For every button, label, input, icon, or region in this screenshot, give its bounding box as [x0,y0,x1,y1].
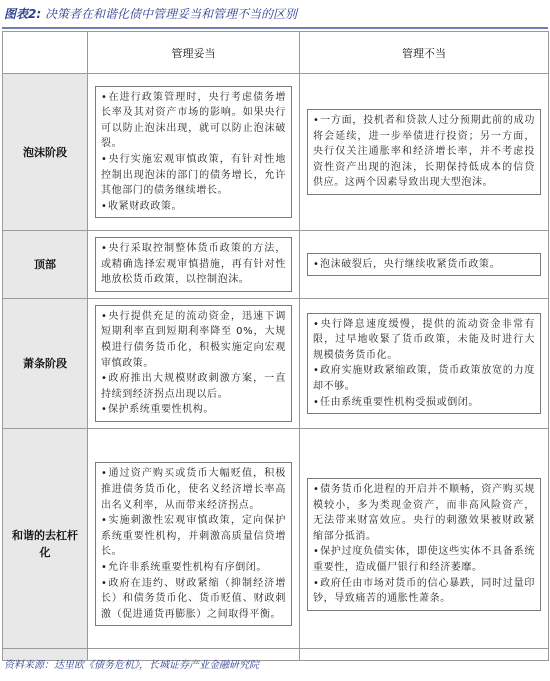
bullet-item: •央行提供充足的流动资金，迅速下调短期利率直到短期利率降至 0%，大规模进行债务货币化，积极实施定向宏观审慎政策。 [101,310,286,369]
stage-cell: 泡沫阶段 [3,74,88,231]
bullet-icon: • [313,546,320,558]
figure-label: 图表2: [4,7,42,21]
bullet-icon: • [101,468,108,480]
bullet-icon: • [101,515,108,527]
bad-cell [300,231,549,299]
figure-caption [4,3,546,25]
bullet-icon: • [101,404,108,416]
bullet-item: •收紧财政政策。 [101,199,286,215]
table-row [3,74,549,231]
header-bad-management: 管理不当 [300,32,549,74]
good-box [95,462,292,626]
bullet-icon: • [313,115,320,127]
bullet-icon: • [313,365,320,377]
bullet-icon: • [101,243,108,254]
bullet-item: •保护系统重要性机构。 [101,402,286,418]
bullet-icon: • [313,396,320,408]
bullet-item: •任由系统重要性机构受损或倒闭。 [313,395,535,411]
bad-box [307,109,541,195]
table-row [3,298,549,428]
good-box [95,237,292,292]
table-row [3,231,549,299]
good-cell [88,74,300,231]
bullet-item: •一方面，投机者和贷款人过分预期此前的成功将会延续，进一步举债进行投资；另一方面，央行仅关注通胀率和经济增长率，并不考虑投资性资产出现的泡沫，长期保持低成本的信贷供应。这两个因素导致出现大型泡沫。 [313,115,535,189]
bad-cell [300,428,549,660]
bullet-icon: • [313,258,320,270]
stage-cell: 顶部 [3,231,88,299]
bullet-icon: • [101,154,108,165]
bullet-item: •通过资产购买或货币大幅贬值，积极推进债务货币化，使名义经济增长率高出名义利率，从而带来经济拐点。 [101,468,286,511]
good-box [95,86,292,219]
good-box [95,305,292,422]
bad-cell [300,298,549,428]
bad-box [307,478,541,611]
bullet-item: •保护过度负债实体，即使这些实体不具备系统重要性，造成僵尸银行和经济萎靡。 [313,546,535,574]
bullet-item: •允许非系统重要性机构有序倒闭。 [101,560,286,576]
bullet-icon: • [101,310,108,322]
good-cell [88,428,300,660]
bullet-icon: • [313,318,320,330]
stage-cell: 萧条阶段 [3,298,88,428]
bullet-item: •央行采取控制整体货币政策的方法，或精确选择宏观审慎措施，再有针对性地放松货币政策，以控制泡沫。 [101,243,286,286]
bullet-item: •实施刺激性宏观审慎政策，定向保护系统重要性机构，并刺激高质量信贷增长。 [101,515,286,558]
stage-cell: 和谐的去杠杆化 [3,428,88,660]
caption-rule [2,27,548,29]
table-bottom-rule [2,648,548,649]
bullet-item: •央行降息速度缓慢，提供的流动资金非常有限，过早地收緊了货币政策，未能及时进行大规模债务货币化。 [313,318,535,361]
bullet-icon: • [101,562,108,574]
table-header-row [3,32,549,74]
bullet-item: •债务货币化进程的开启并不顺畅，资产购买规模较小，多为类现金资产，而非高风险资产，无法带来财富效应。央行的刺激效果被财政紧缩部分抵消。 [313,484,535,542]
good-cell [88,298,300,428]
figure-title: 决策者在和谐化债中管理妥当和管理不当的区别 [44,7,297,21]
bad-cell [300,74,549,231]
bullet-item: •政府实施财政紧缩政策，货币政策放宽的力度却不够。 [313,365,535,392]
good-cell [88,231,300,299]
source-note: 资料来源：达里欧《债务危机》，长城证券产业金融研究院 [4,660,259,671]
bad-box [307,313,541,415]
header-good-management: 管理妥当 [88,32,300,74]
header-stage [3,32,88,74]
bullet-item: •政府在违约、财政紧缩（抑制经济增长）和债务货币化、货币贬值、财政刺激（促进通货再膨胀）之间取得平衡。 [101,577,286,620]
bullet-item: •政府推出大规模财政刺激方案，一直持续到经济拐点出现以后。 [101,373,286,400]
bullet-item: •政府任由市场对货币的信心暴跌，同时过量印钞，导致痛苦的通胀性萧条。 [313,577,535,605]
bullet-icon: • [101,577,108,589]
bad-box [307,253,541,277]
bullet-icon: • [101,200,108,212]
table-row [3,428,549,660]
bullet-item: •在进行政策管理时，央行考虑债务增长率及其对资产市场的影响。如果央行可以防止泡沫出现，就可以防止泡沫破裂。 [101,91,286,150]
bullet-icon: • [313,577,320,589]
bullet-icon: • [313,484,320,496]
bullet-item: •央行实施宏观审慎政策，有针对性地控制出现泡沫的部门的债务增长，允许其他部门的债务继续增长。 [101,154,286,197]
bullet-icon: • [101,373,108,385]
bullet-icon: • [101,91,108,103]
comparison-table [2,31,549,661]
bullet-item: •泡沫破裂后，央行继续收紧货币政策。 [313,257,535,273]
